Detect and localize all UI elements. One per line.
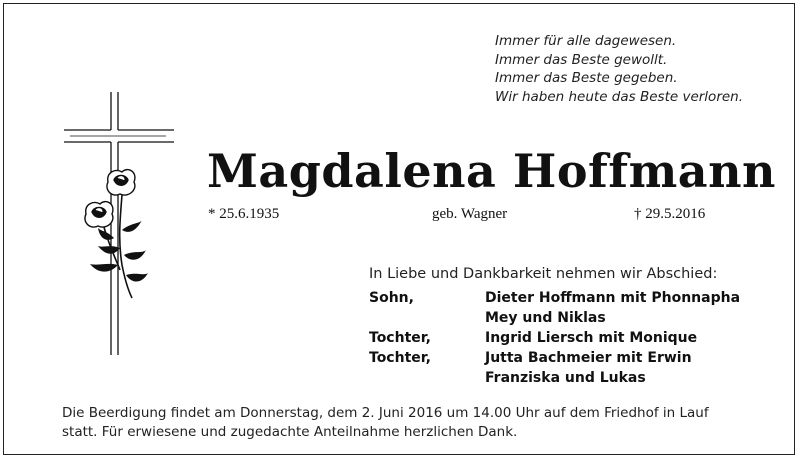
mourner-names: Dieter Hoffmann mit Phonnapha	[485, 290, 741, 306]
funeral-notice	[62, 404, 782, 442]
birth-date: * 25.6.1935	[208, 206, 280, 222]
farewell-intro: In Liebe und Dankbarkeit nehmen wir Abschied:	[369, 266, 718, 282]
relation-label: Tochter,	[369, 350, 431, 366]
relation-label: Tochter,	[369, 330, 431, 346]
deceased-name: Magdalena Hoffmann	[207, 144, 776, 198]
poem	[495, 32, 743, 106]
poem-line: Immer das Beste gewollt.	[495, 51, 668, 68]
poem-line: Wir haben heute das Beste verloren.	[495, 88, 744, 105]
funeral-notice-line: statt. Für erwiesene und zugedachte Anteilnahme herzlichen Dank.	[62, 424, 518, 440]
mourner-names: Franziska und Lukas	[485, 370, 646, 386]
cross-with-rose-icon	[62, 90, 182, 360]
poem-line: Immer das Beste gegeben.	[495, 70, 678, 86]
relation-label: Sohn,	[369, 290, 414, 306]
mourner-names: Jutta Bachmeier mit Erwin	[485, 350, 692, 366]
obituary-card	[3, 3, 795, 455]
death-date: † 29.5.2016	[634, 206, 706, 222]
maiden-name: geb. Wagner	[432, 206, 508, 222]
poem-line: Immer für alle dagewesen.	[495, 33, 677, 49]
mourner-names: Ingrid Liersch mit Monique	[485, 330, 698, 346]
mourner-names: Mey und Niklas	[485, 310, 606, 326]
funeral-notice-line: Die Beerdigung findet am Donnerstag, dem 2. Juni 2016 um 14.00 Uhr auf dem Friedhof in Lauf	[62, 405, 709, 421]
